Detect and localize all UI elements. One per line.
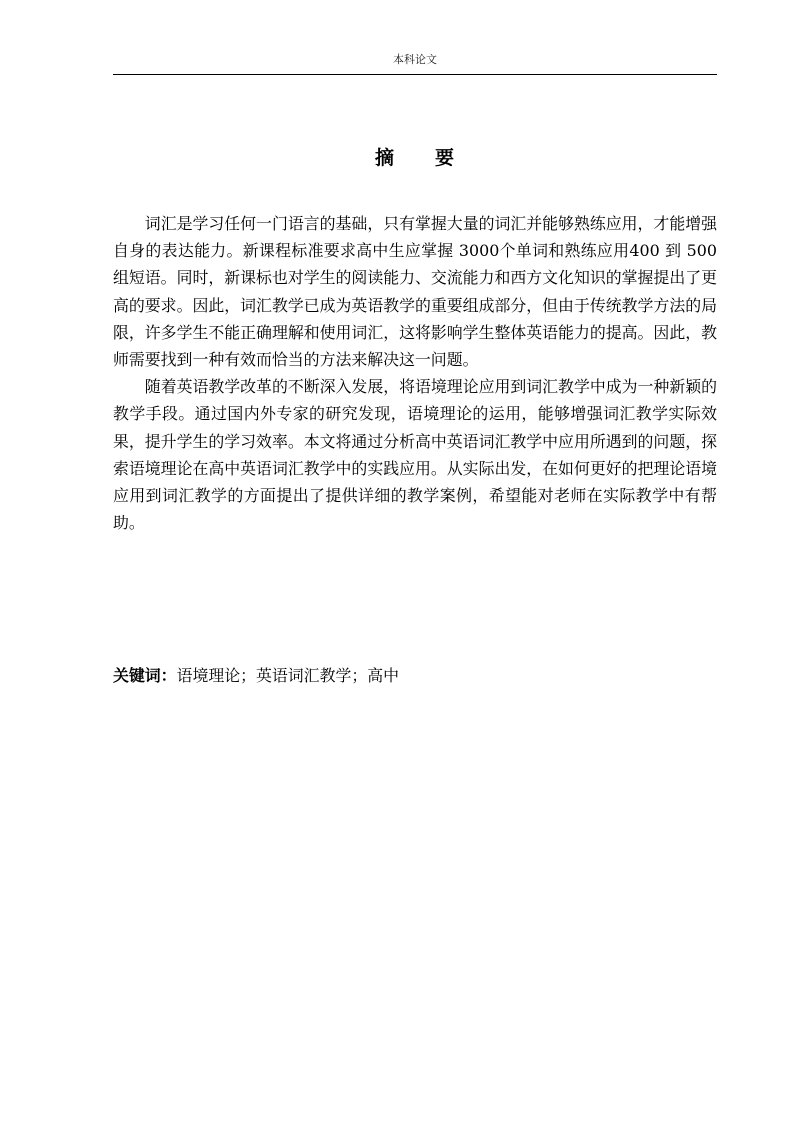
keywords-line	[113, 664, 717, 688]
abstract-paragraph-2: 随着英语教学改革的不断深入发展，将语境理论应用到词汇教学中成为一种新颖的教学手段。通过国内外专家的研究发现，语境理论的运用，能够增强词汇教学实际效果，提升学生的学习效率。本文将通过分析高中英语词汇教学中应用所遇到的问题，探索语境理论在高中英语词汇教学中的实践应用。从实际出发，在如何更好的把理论语境应用到词汇教学的方面提出了提供详细的教学案例，希望能对老师在实际教学中有帮助。	[113, 377, 717, 533]
keywords-label: 关键词：	[113, 666, 177, 685]
abstract-title-char-2: 要	[435, 147, 456, 169]
abstract-body	[113, 210, 717, 536]
keywords-value: 语境理论；英语词汇教学；高中	[176, 666, 400, 685]
running-header-title: 本科论文	[393, 53, 437, 66]
abstract-title-char-1: 摘	[374, 147, 395, 169]
abstract-title	[113, 146, 717, 170]
abstract-paragraph-1: 词汇是学习任何一门语言的基础，只有掌握大量的词汇并能够熟练应用，才能增强自身的表达能力。新课程标准要求高中生应掌握 3000个单词和熟练应用400 到 500组短语。同时，新课标也对学生的阅读能力、交流能力和西方文化知识的掌握提出了更高的要求。因此，词汇教学已成为英语教学的重要组成部分，但由于传统教学方法的局限，许多学生不能正确理解和使用词汇，这将影响学生整体英语能力的提高。因此，教师需要找到一种有效而恰当的方法来解决这一问题。	[113, 214, 717, 370]
running-header	[113, 53, 717, 75]
